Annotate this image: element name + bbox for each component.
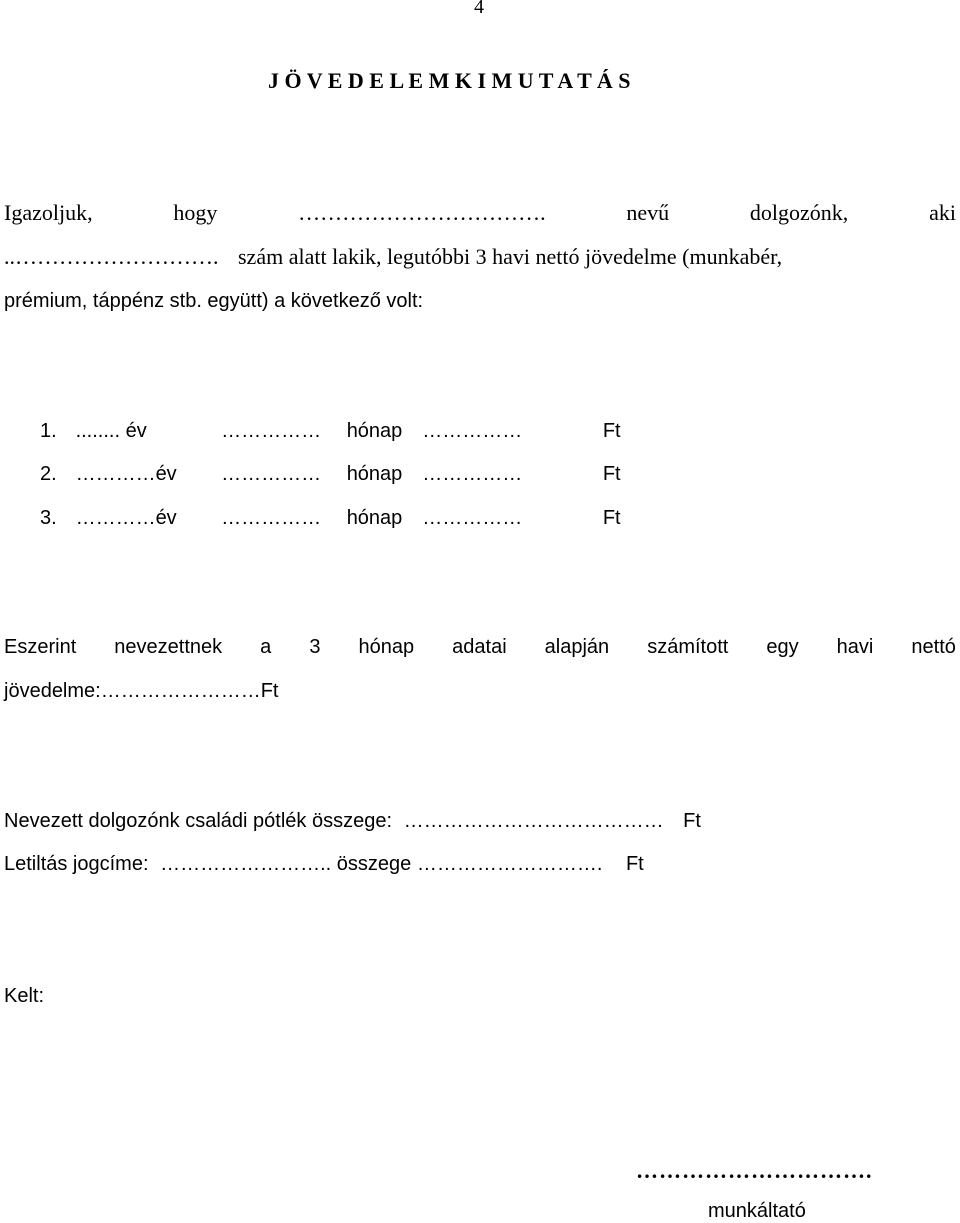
garnishment-amount-blank[interactable]: ………………………. xyxy=(416,853,603,875)
summary-word: havi xyxy=(836,636,874,658)
summary-word: nevezettnek xyxy=(114,636,223,658)
family-allowance-label: Nevezett dolgozónk családi pótlék összege: xyxy=(4,810,393,832)
intro-text: prémium, táppénz stb. együtt) a következő volt: xyxy=(4,290,424,312)
year-field[interactable]: …………év xyxy=(75,463,177,485)
year-field[interactable]: …………év xyxy=(75,507,177,529)
date-label xyxy=(4,985,956,1008)
income-row xyxy=(40,507,621,530)
month-label: hónap xyxy=(346,463,403,485)
month-blank[interactable]: …………… xyxy=(221,420,322,442)
intro-word: Igazoljuk, xyxy=(4,200,93,225)
currency-label: Ft xyxy=(683,810,701,832)
date-label-text: Kelt: xyxy=(4,985,45,1007)
currency-label: Ft xyxy=(625,853,644,875)
garnishment-reason-blank[interactable]: …………………….. xyxy=(160,853,332,875)
summary-word: Eszerint xyxy=(4,636,77,658)
garnishment-amount-label: összege xyxy=(336,853,412,875)
currency-label: Ft xyxy=(602,507,621,529)
address-blank[interactable]: ..………………………. xyxy=(4,244,219,269)
summary-word: a xyxy=(260,636,272,658)
family-allowance-blank[interactable]: ………………………………… xyxy=(403,810,664,832)
intro-line-3 xyxy=(4,290,956,313)
month-label: hónap xyxy=(346,420,403,442)
currency-label: Ft xyxy=(602,420,621,442)
summary-word: 3 xyxy=(309,636,321,658)
page-number: 4 xyxy=(474,0,484,18)
intro-line-2 xyxy=(4,244,956,270)
row-number: 3. xyxy=(40,507,57,529)
income-row xyxy=(40,463,621,486)
net-income-field[interactable]: jövedelme:……………………Ft xyxy=(4,680,279,702)
signature-label: munkáltató xyxy=(708,1200,806,1222)
intro-word: aki xyxy=(929,200,956,225)
amount-blank[interactable]: …………… xyxy=(422,420,523,442)
name-blank[interactable]: ……………………………. xyxy=(298,200,546,225)
month-label: hónap xyxy=(346,507,403,529)
summary-word: nettó xyxy=(911,636,956,658)
garnishment-label: Letiltás jogcíme: xyxy=(4,853,149,875)
document-title: J Ö V E D E L E M K I M U T A T Á S xyxy=(268,68,631,93)
amount-blank[interactable]: …………… xyxy=(422,463,523,485)
summary-word: hónap xyxy=(358,636,415,658)
intro-word: hogy xyxy=(173,200,218,225)
summary-word: alapján xyxy=(544,636,610,658)
year-field[interactable]: ........ év xyxy=(75,420,147,442)
amount-blank[interactable]: …………… xyxy=(422,507,523,529)
family-allowance-line xyxy=(4,810,956,833)
summary-word: számított xyxy=(647,636,729,658)
summary-word: egy xyxy=(766,636,799,658)
intro-word: dolgozónk, xyxy=(749,200,849,225)
income-row xyxy=(40,420,621,443)
signature-line[interactable]: …………………………. xyxy=(636,1158,873,1183)
intro-word: nevű xyxy=(626,200,670,225)
intro-line-1 xyxy=(4,200,956,226)
month-blank[interactable]: …………… xyxy=(221,463,322,485)
summary-line-2[interactable] xyxy=(4,680,956,703)
row-number: 2. xyxy=(40,463,57,485)
summary-word: adatai xyxy=(452,636,507,658)
row-number: 1. xyxy=(40,420,57,442)
garnishment-line xyxy=(4,853,956,876)
month-blank[interactable]: …………… xyxy=(221,507,322,529)
intro-text: szám alatt lakik, legutóbbi 3 havi nettó jövedelme (munkabér, xyxy=(238,244,783,269)
currency-label: Ft xyxy=(602,463,621,485)
summary-line-1 xyxy=(4,636,956,659)
